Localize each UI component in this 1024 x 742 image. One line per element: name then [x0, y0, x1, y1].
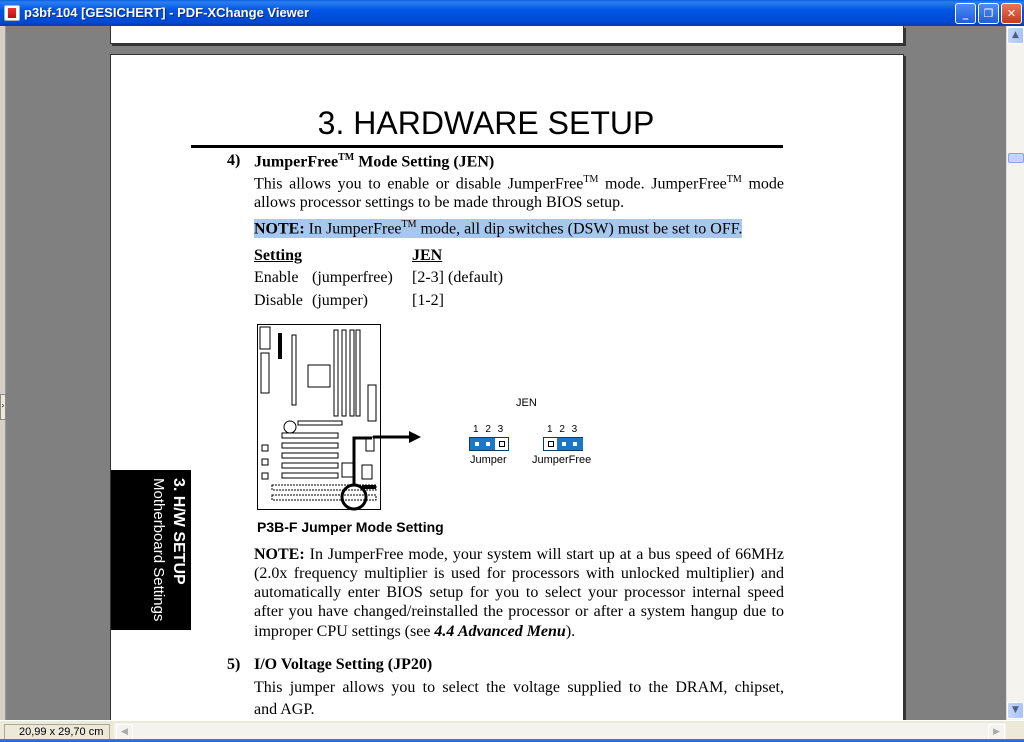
title-bar	[0, 0, 1024, 26]
section-5-line2: and AGP.	[254, 701, 315, 718]
close-button[interactable]: ✕	[1001, 3, 1022, 24]
page-heading: 3. HARDWARE SETUP	[317, 105, 655, 141]
chapter-side-tab	[111, 470, 191, 630]
vertical-scrollbar[interactable]	[1006, 26, 1024, 720]
jumperfree-label: JumperFree	[532, 454, 592, 466]
previous-page-edge	[110, 26, 904, 44]
scroll-thumb[interactable]	[1008, 153, 1024, 163]
jumper-pin-numbers: 1 2 3	[473, 424, 506, 435]
section-4-title: JumperFree™ Mode Setting (JEN)	[254, 152, 495, 171]
restore-button[interactable]: ❐	[978, 3, 999, 24]
side-tab-title: 3. H/W SETUP	[170, 478, 187, 585]
section-5-number: 5)	[227, 656, 241, 673]
pointer-arrow	[373, 429, 421, 445]
scroll-up-icon[interactable]: ▲	[1007, 27, 1024, 44]
jumperfree-pin-numbers: 1 2 3	[547, 424, 580, 435]
section-4-paragraph-line1: This allows you to enable or disable JumperFree™ mode. JumperFree™ mode	[254, 174, 785, 193]
jumper-setting-graphic	[469, 437, 509, 451]
table-cell-value: [1-2]	[412, 292, 444, 309]
section-4-paragraph-line2: allows processor settings to be made through BIOS setup.	[254, 194, 625, 211]
table-cell-value: [2-3] (default)	[412, 269, 504, 286]
side-tab-subtitle: Motherboard Settings	[150, 478, 167, 622]
note2-line2: (2.0x frequency multiplier is used for processors with unlocked multiplier) and	[254, 565, 784, 582]
jumper-cap	[470, 438, 495, 450]
note2-line5: improper CPU settings (see 4.4 Advanced Menu).	[254, 623, 576, 640]
note-highlighted[interactable]: NOTE: In JumperFree™ mode, all dip switches (DSW) must be set to OFF.	[254, 219, 743, 238]
jumperfree-setting-graphic	[543, 437, 583, 451]
diagram-caption: P3B-F Jumper Mode Setting	[257, 519, 444, 535]
jumper-label: Jumper	[470, 454, 507, 466]
window-title: p3bf-104 [GESICHERT] - PDF-XChange Viewer	[24, 5, 310, 20]
table-header-setting: Setting	[254, 247, 302, 264]
table-cell-mode: (jumperfree)	[312, 269, 393, 286]
heading-rule	[191, 145, 783, 148]
table-cell-setting: Enable	[254, 269, 299, 286]
scroll-right-icon[interactable]: ▶	[988, 724, 1005, 741]
jen-label: JEN	[516, 397, 537, 409]
jumper-cap	[557, 438, 583, 450]
pdf-page	[110, 54, 904, 720]
section-5-line1: This jumper allows you to select the voltage supplied to the DRAM, chipset,	[254, 679, 784, 696]
page-size-readout: 20,99 x 29,70 cm	[4, 724, 110, 741]
note2-line4: after you have changed/reinstalled the processor or after a system hangup due to	[254, 603, 784, 620]
table-cell-mode: (jumper)	[312, 292, 368, 309]
scroll-down-icon[interactable]: ▼	[1007, 702, 1024, 719]
scroll-left-icon[interactable]: ◀	[116, 724, 133, 741]
expand-panel-icon[interactable]: ›	[0, 394, 6, 420]
app-icon[interactable]	[4, 5, 20, 21]
table-header-jen: JEN	[412, 247, 443, 264]
note2-line3: automatically enter BIOS setup for you to select your processor internal speed	[254, 584, 784, 601]
note2-line1: NOTE: In JumperFree mode, your system will start up at a bus speed of 66MHz	[254, 546, 784, 563]
motherboard-diagram	[257, 324, 381, 510]
motherboard-drawing	[258, 325, 382, 511]
table-cell-setting: Disable	[254, 292, 303, 309]
section-5-title: I/O Voltage Setting (JP20)	[254, 656, 433, 673]
section-4-number: 4)	[227, 152, 241, 169]
document-viewport[interactable]	[6, 26, 1006, 720]
minimize-button[interactable]: _	[955, 3, 976, 24]
